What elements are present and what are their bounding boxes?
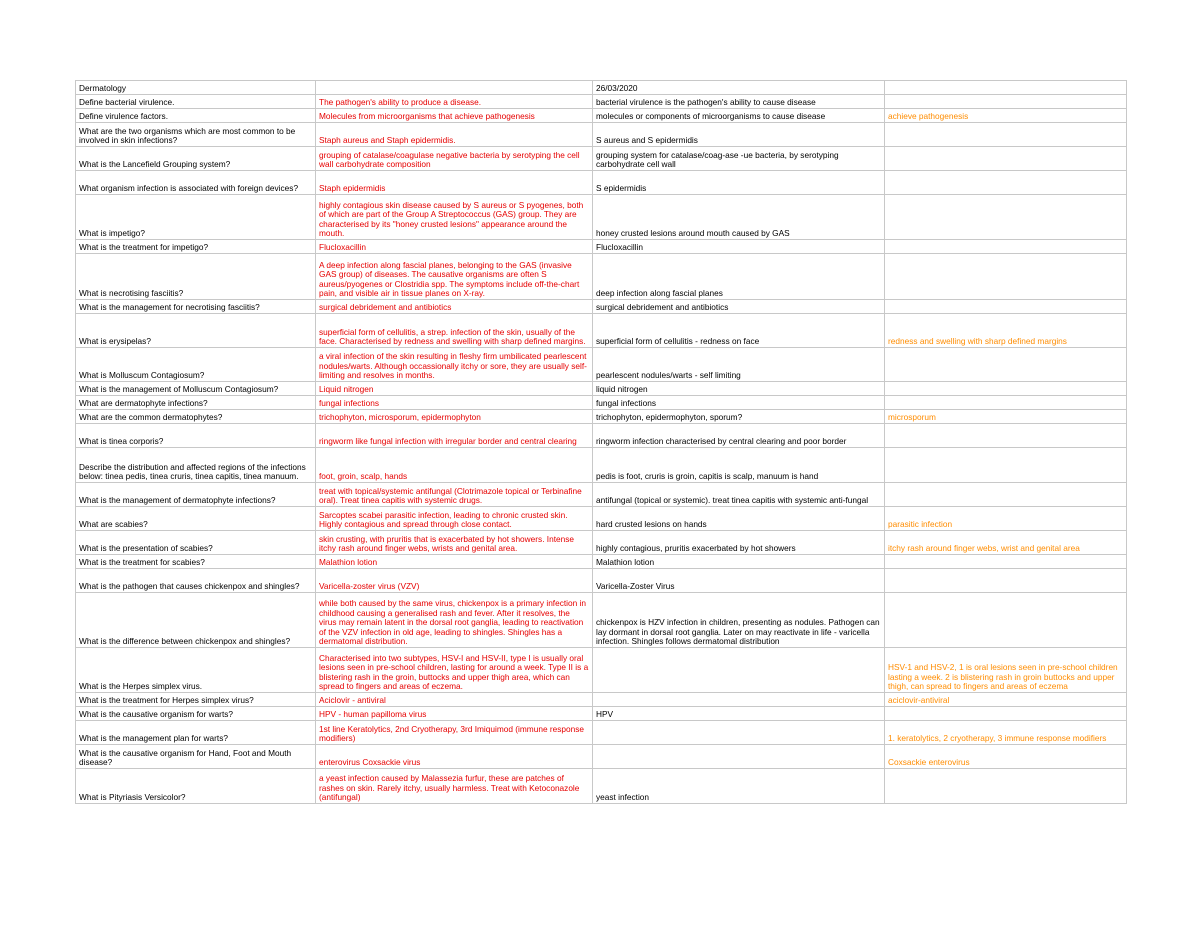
question-cell[interactable]: What is Molluscum Contagiosum? xyxy=(76,348,316,382)
answer-cell[interactable] xyxy=(316,81,593,95)
recall-cell[interactable]: honey crusted lesions around mouth caused by GAS xyxy=(593,195,885,240)
table-row xyxy=(76,314,1127,348)
answer-cell[interactable]: enterovirus Coxsackie virus xyxy=(316,745,593,769)
table-row xyxy=(76,95,1127,109)
answer-cell[interactable]: Aciclovir - antiviral xyxy=(316,693,593,707)
answer-cell[interactable]: treat with topical/systemic antifungal (Clotrimazole topical or Terbinafine oral). Treat tinea capitis with systemic drugs. xyxy=(316,483,593,507)
recall-cell[interactable] xyxy=(593,648,885,693)
correction-cell[interactable]: aciclovir-antiviral xyxy=(885,693,1127,707)
table-row xyxy=(76,648,1127,693)
correction-cell[interactable] xyxy=(885,171,1127,195)
correction-cell[interactable] xyxy=(885,769,1127,804)
table-row xyxy=(76,254,1127,300)
recall-cell[interactable]: pedis is foot, cruris is groin, capitis is scalp, manuum is hand xyxy=(593,448,885,483)
recall-cell[interactable]: ringworm infection characterised by central clearing and poor border xyxy=(593,424,885,448)
answer-cell[interactable]: Varicella-zoster virus (VZV) xyxy=(316,569,593,593)
correction-cell[interactable] xyxy=(885,382,1127,396)
question-cell[interactable]: Define bacterial virulence. xyxy=(76,95,316,109)
table-row xyxy=(76,123,1127,147)
correction-cell[interactable] xyxy=(885,95,1127,109)
correction-cell[interactable] xyxy=(885,254,1127,300)
question-cell[interactable]: What is the difference between chickenpox and shingles? xyxy=(76,593,316,648)
table-row xyxy=(76,195,1127,240)
recall-cell[interactable] xyxy=(593,721,885,745)
table-row xyxy=(76,396,1127,410)
correction-cell[interactable] xyxy=(885,300,1127,314)
correction-cell[interactable] xyxy=(885,348,1127,382)
question-cell[interactable]: What is the presentation of scabies? xyxy=(76,531,316,555)
table-row xyxy=(76,109,1127,123)
answer-cell[interactable]: ringworm like fungal infection with irregular border and central clearing xyxy=(316,424,593,448)
correction-cell[interactable] xyxy=(885,195,1127,240)
spreadsheet xyxy=(75,80,1126,804)
recall-cell[interactable]: surgical debridement and antibiotics xyxy=(593,300,885,314)
correction-cell[interactable] xyxy=(885,593,1127,648)
answer-cell[interactable]: Liquid nitrogen xyxy=(316,382,593,396)
correction-cell[interactable]: achieve pathogenesis xyxy=(885,109,1127,123)
answer-cell[interactable]: grouping of catalase/coagulase negative bacteria by serotyping the cell wall carbohydrate composition xyxy=(316,147,593,171)
question-cell[interactable]: What is the treatment for Herpes simplex virus? xyxy=(76,693,316,707)
question-cell[interactable]: What is the causative organism for warts? xyxy=(76,707,316,721)
answer-cell[interactable]: Molecules from microorganisms that achieve pathogenesis xyxy=(316,109,593,123)
recall-cell[interactable]: bacterial virulence is the pathogen's ability to cause disease xyxy=(593,95,885,109)
correction-cell[interactable] xyxy=(885,448,1127,483)
question-cell[interactable]: What are the two organisms which are most common to be involved in skin infections? xyxy=(76,123,316,147)
question-cell[interactable]: Dermatology xyxy=(76,81,316,95)
recall-cell[interactable]: liquid nitrogen xyxy=(593,382,885,396)
table-row xyxy=(76,382,1127,396)
table-row xyxy=(76,483,1127,507)
correction-cell[interactable] xyxy=(885,424,1127,448)
answer-cell[interactable]: A deep infection along fascial planes, belonging to the GAS (invasive GAS group) of diseases. The causative organisms are often S aureus/pyogenes or Clostridia spp. The symptoms include off-the-chart pain, and visible air in tissue planes on X-ray. xyxy=(316,254,593,300)
answer-cell[interactable]: The pathogen's ability to produce a disease. xyxy=(316,95,593,109)
table-row xyxy=(76,300,1127,314)
answer-cell[interactable]: fungal infections xyxy=(316,396,593,410)
table-row xyxy=(76,424,1127,448)
recall-cell[interactable]: Malathion lotion xyxy=(593,555,885,569)
correction-cell[interactable]: microsporum xyxy=(885,410,1127,424)
answer-cell[interactable]: Malathion lotion xyxy=(316,555,593,569)
table-row xyxy=(76,569,1127,593)
table-row xyxy=(76,240,1127,254)
table-row xyxy=(76,147,1127,171)
answer-cell[interactable]: HPV - human papilloma virus xyxy=(316,707,593,721)
table-row xyxy=(76,410,1127,424)
table-row xyxy=(76,555,1127,569)
table-row xyxy=(76,769,1127,804)
recall-cell[interactable]: antifungal (topical or systemic). treat tinea capitis with systemic anti-fungal xyxy=(593,483,885,507)
recall-cell[interactable] xyxy=(593,745,885,769)
correction-cell[interactable] xyxy=(885,707,1127,721)
table-row xyxy=(76,745,1127,769)
recall-cell[interactable]: fungal infections xyxy=(593,396,885,410)
answer-cell[interactable]: trichophyton, microsporum, epidermophyton xyxy=(316,410,593,424)
recall-cell[interactable]: yeast infection xyxy=(593,769,885,804)
answer-cell[interactable]: highly contagious skin disease caused by S aureus or S pyogenes, both of which are part of the Group A Streptococcus (GAS) group. They are characterised by its "honey crusted lesions" appearance around the mouth. xyxy=(316,195,593,240)
recall-cell[interactable]: highly contagious, pruritis exacerbated by hot showers xyxy=(593,531,885,555)
recall-cell[interactable]: chickenpox is HZV infection in children, presenting as nodules. Pathogen can lay dormant in dorsal root ganglia. Later on may reactivate in life - varicella infection. Shingles follows dermatomal distribution xyxy=(593,593,885,648)
answer-cell[interactable]: while both caused by the same virus, chickenpox is a primary infection in childhood causing a generalised rash and fever. After it resolves, the virus may remain latent in the dorsal root ganglia, leading to reactivation of the VZV infection in old age, leading to shingles. Shingles has a dermatomal distribution. xyxy=(316,593,593,648)
question-cell[interactable]: What is the management of dermatophyte infections? xyxy=(76,483,316,507)
table-row xyxy=(76,693,1127,707)
question-cell[interactable]: What is the treatment for scabies? xyxy=(76,555,316,569)
question-cell[interactable]: What are the common dermatophytes? xyxy=(76,410,316,424)
question-cell[interactable]: What is the Lancefield Grouping system? xyxy=(76,147,316,171)
answer-cell[interactable]: a viral infection of the skin resulting in fleshy firm umbilicated pearlescent nodules/warts. Although occassionally itchy or sore, they are usually self-limiting and resolves in months. xyxy=(316,348,593,382)
recall-cell[interactable]: S epidermidis xyxy=(593,171,885,195)
answer-cell[interactable]: skin crusting, with pruritis that is exacerbated by hot showers. Intense itchy rash around finger webs, wrists and genital area. xyxy=(316,531,593,555)
question-cell[interactable]: What is Pityriasis Versicolor? xyxy=(76,769,316,804)
recall-cell[interactable]: grouping system for catalase/coag-ase -ue bacteria, by serotyping carbohydrate cell wall xyxy=(593,147,885,171)
table-row xyxy=(76,448,1127,483)
answer-cell[interactable]: superficial form of cellulitis, a strep. infection of the skin, usually of the face. Characterised by redness and swelling with sharp defined margins. xyxy=(316,314,593,348)
answer-cell[interactable]: 1st line Keratolytics, 2nd Cryotherapy, 3rd Imiquimod (immune response modifiers) xyxy=(316,721,593,745)
correction-cell[interactable] xyxy=(885,569,1127,593)
correction-cell[interactable]: itchy rash around finger webs, wrist and genital area xyxy=(885,531,1127,555)
question-cell[interactable]: What is the management of Molluscum Contagiosum? xyxy=(76,382,316,396)
recall-cell[interactable]: trichophyton, epidermophyton, sporum? xyxy=(593,410,885,424)
question-cell[interactable]: What organism infection is associated with foreign devices? xyxy=(76,171,316,195)
question-cell[interactable]: What is the management for necrotising fasciitis? xyxy=(76,300,316,314)
table-body xyxy=(76,81,1127,804)
answer-cell[interactable]: Characterised into two subtypes, HSV-I and HSV-II, type I is usually oral lesions seen in pre-school children, lasting for around a week. Type II is a blistering rash in the groin, buttocks and upper thigh area, which can spread to fingers and areas of eczema. xyxy=(316,648,593,693)
table-row xyxy=(76,707,1127,721)
answer-cell[interactable]: a yeast infection caused by Malassezia furfur, these are patches of rashes on skin. Rarely itchy, usually harmless. Treat with Ketoconazole (antifungal) xyxy=(316,769,593,804)
notes-table xyxy=(75,80,1127,804)
table-row xyxy=(76,348,1127,382)
recall-cell[interactable]: hard crusted lesions on hands xyxy=(593,507,885,531)
question-cell[interactable]: What is tinea corporis? xyxy=(76,424,316,448)
question-cell[interactable]: What is the management plan for warts? xyxy=(76,721,316,745)
question-cell[interactable]: What is the Herpes simplex virus. xyxy=(76,648,316,693)
correction-cell[interactable]: 1. keratolytics, 2 cryotherapy, 3 immune response modifiers xyxy=(885,721,1127,745)
table-row xyxy=(76,593,1127,648)
recall-cell[interactable]: molecules or components of microorganisms to cause disease xyxy=(593,109,885,123)
correction-cell[interactable]: HSV-1 and HSV-2, 1 is oral lesions seen in pre-school children lasting a week. 2 is blistering rash in groin buttocks and upper thigh, can spread to fingers and areas of eczema xyxy=(885,648,1127,693)
correction-cell[interactable] xyxy=(885,396,1127,410)
question-cell[interactable]: What are dermatophyte infections? xyxy=(76,396,316,410)
answer-cell[interactable]: Staph epidermidis xyxy=(316,171,593,195)
correction-cell[interactable] xyxy=(885,81,1127,95)
question-cell[interactable]: What is the causative organism for Hand, Foot and Mouth disease? xyxy=(76,745,316,769)
recall-cell[interactable]: pearlescent nodules/warts - self limiting xyxy=(593,348,885,382)
question-cell[interactable]: Define virulence factors. xyxy=(76,109,316,123)
recall-cell[interactable]: superficial form of cellulitis - redness on face xyxy=(593,314,885,348)
question-cell[interactable]: What is impetigo? xyxy=(76,195,316,240)
correction-cell[interactable] xyxy=(885,240,1127,254)
correction-cell[interactable] xyxy=(885,555,1127,569)
question-cell[interactable]: What is erysipelas? xyxy=(76,314,316,348)
correction-cell[interactable] xyxy=(885,483,1127,507)
table-row xyxy=(76,81,1127,95)
recall-cell[interactable]: S aureus and S epidermidis xyxy=(593,123,885,147)
answer-cell[interactable]: Flucloxacillin xyxy=(316,240,593,254)
recall-cell[interactable]: deep infection along fascial planes xyxy=(593,254,885,300)
recall-cell[interactable] xyxy=(593,693,885,707)
correction-cell[interactable] xyxy=(885,147,1127,171)
question-cell[interactable]: What is the pathogen that causes chickenpox and shingles? xyxy=(76,569,316,593)
recall-cell[interactable]: 26/03/2020 xyxy=(593,81,885,95)
question-cell[interactable]: What is the treatment for impetigo? xyxy=(76,240,316,254)
correction-cell[interactable]: Coxsackie enterovirus xyxy=(885,745,1127,769)
recall-cell[interactable]: Flucloxacillin xyxy=(593,240,885,254)
answer-cell[interactable]: foot, groin, scalp, hands xyxy=(316,448,593,483)
correction-cell[interactable]: parasitic infection xyxy=(885,507,1127,531)
table-row xyxy=(76,721,1127,745)
answer-cell[interactable]: surgical debridement and antibiotics xyxy=(316,300,593,314)
answer-cell[interactable]: Sarcoptes scabei parasitic infection, leading to chronic crusted skin. Highly contagious and spread through close contact. xyxy=(316,507,593,531)
correction-cell[interactable] xyxy=(885,123,1127,147)
table-row xyxy=(76,507,1127,531)
question-cell[interactable]: What are scabies? xyxy=(76,507,316,531)
question-cell[interactable]: Describe the distribution and affected regions of the infections below: tinea pedis, tinea cruris, tinea capitis, tinea manuum. xyxy=(76,448,316,483)
recall-cell[interactable]: HPV xyxy=(593,707,885,721)
table-row xyxy=(76,171,1127,195)
table-row xyxy=(76,531,1127,555)
answer-cell[interactable]: Staph aureus and Staph epidermidis. xyxy=(316,123,593,147)
question-cell[interactable]: What is necrotising fasciitis? xyxy=(76,254,316,300)
recall-cell[interactable]: Varicella-Zoster Virus xyxy=(593,569,885,593)
correction-cell[interactable]: redness and swelling with sharp defined margins xyxy=(885,314,1127,348)
